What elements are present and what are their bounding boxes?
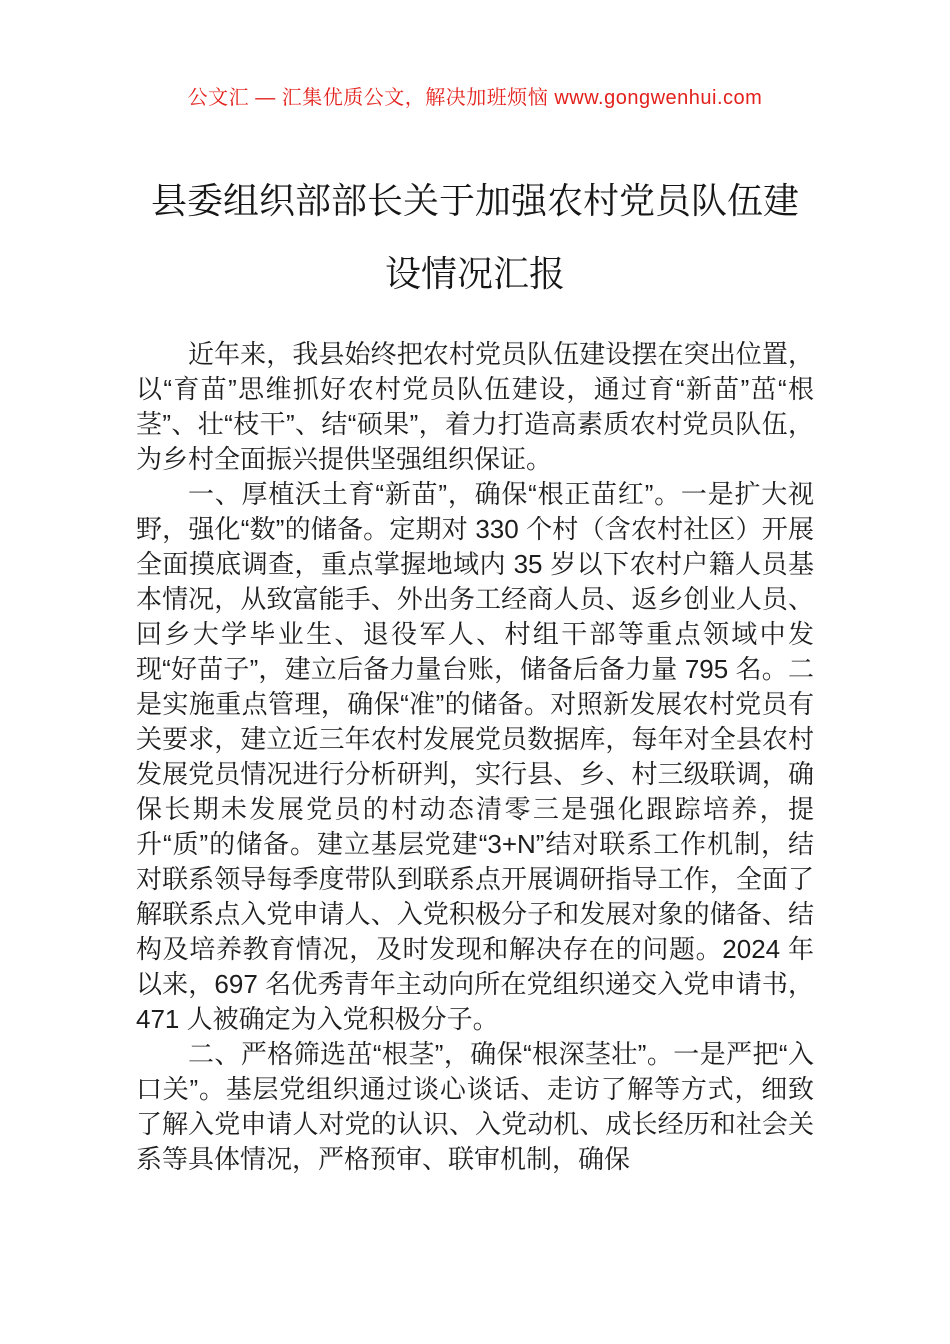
site-watermark: 公文汇 — 汇集优质公文，解决加班烦恼 www.gongwenhui.com xyxy=(187,87,763,109)
document-title: 县委组织部部长关于加强农村党员队伍建设情况汇报 xyxy=(150,180,799,294)
paragraph-intro: 近年来，我县始终把农村党员队伍建设摆在突出位置，以“育苗”思维抓好农村党员队伍建设，通过育“新苗”茁“根茎”、壮“枝干”、结“硕果”，着力打造高素质农村党员队伍，为乡村全面振兴提供坚强组织保证。 xyxy=(136,339,814,474)
document-body xyxy=(136,337,814,1177)
paragraph-section-1: 一、厚植沃土育“新苗”，确保“根正苗红”。一是扩大视野，强化“数”的储备。定期对 330 个村（含农村社区）开展全面摸底调查，重点掌握地域内 35 岁以下农村户籍人员基本情况，从致富能手、外出务工经商人员、返乡创业人员、回乡大学毕业生、退役军人、村组干部等重点领域中发现“好苗子”，建立后备力量台账，储备后备力量 795 名。二是实施重点管理，确保“准”的储备。对照新发展农村党员有关要求，建立近三年农村发展党员数据库，每年对全县农村发展党员情况进行分析研判，实行县、乡、村三级联调，确保长期未发展党员的村动态清零三是强化跟踪培养，提升“质”的储备。建立基层党建“3+N”结对联系工作机制，结对联系领导每季度带队到联系点开展调研指导工作，全面了解联系点入党申请人、入党积极分子和发展对象的储备、结构及培养教育情况，及时发现和解决存在的问题。2024 年以来，697 名优秀青年主动向所在党组织递交入党申请书，471 人被确定为入党积极分子。 xyxy=(136,479,814,1034)
paragraph-section-2: 二、严格筛选茁“根茎”，确保“根深茎壮”。一是严把“入口关”。基层党组织通过谈心谈话、走访了解等方式，细致了解入党申请人对党的认识、入党动机、成长经历和社会关系等具体情况，严格预审、联审机制，确保 xyxy=(136,1039,814,1174)
